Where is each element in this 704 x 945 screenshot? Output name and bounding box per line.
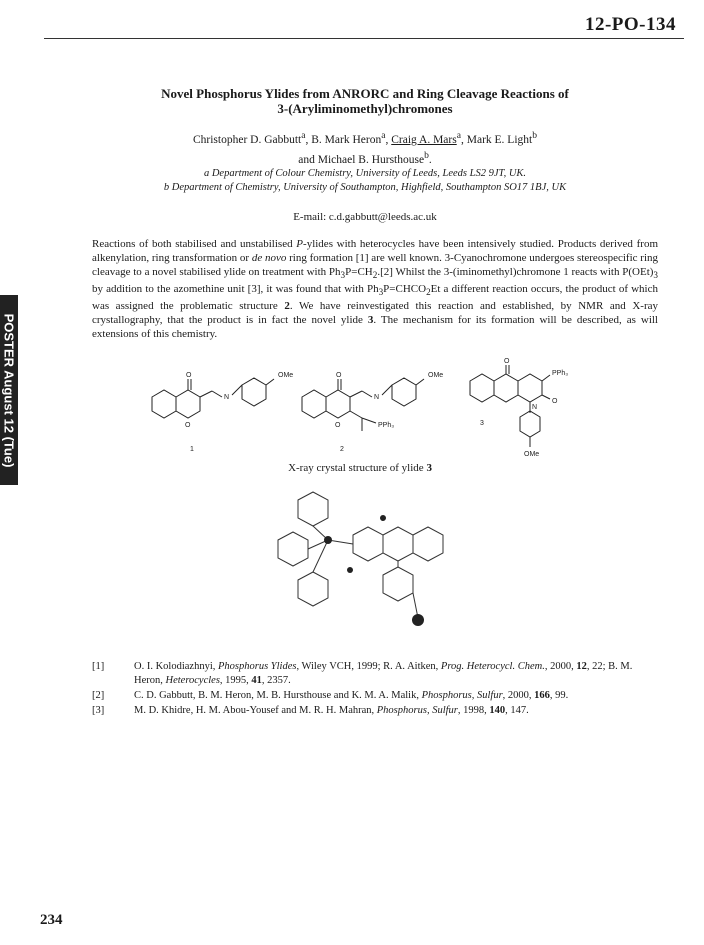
abstract-text: by addition to the azomethine unit [3], it was found that with Ph <box>92 283 379 296</box>
abstract-bold: 3 <box>367 314 374 327</box>
structure-1-ring-o: O <box>185 422 191 429</box>
abstract-text: Reactions of both stabilised and unstabilised <box>92 238 297 250</box>
reference-3: [3] M. D. Khidre, H. M. Abou-Yousef and M. R. H. Mahran, Phosphorus, Sulfur, 1998, 140, 147. <box>92 705 529 716</box>
author-3-affil: a <box>456 130 461 141</box>
structure-2-carbonyl-o: O <box>336 372 342 379</box>
structure-1-carbonyl-o: O <box>186 372 192 379</box>
reference-2: [2] C. D. Gabbutt, B. M. Heron, M. B. Hursthouse and K. M. A. Malik, Phosphorus, Sulfur, 2000, 166, 99. <box>92 690 569 701</box>
title-line-2: 3-(Aryliminomethyl)chromones <box>277 101 453 116</box>
reference-1: [1] O. I. Kolodiazhnyi, Phosphorus Ylides, Wiley VCH, 1999; R. A. Aitken, Prog. Heterocycl. Chem., 2000, 12, 22; B. M. Heron, Heterocycles, 1995, 41, 2357. <box>92 661 633 686</box>
structure-2-label: 2 <box>340 446 344 453</box>
abstract-text: P=CH <box>345 266 373 278</box>
author-list: Christopher D. Gabbutt$^a$, B. Mark Heron$^a$, Craig A. Mars$^a$, Mark E. Light$^b$ and Michael B. Hursthouse$^b$. <box>192 130 538 166</box>
structure-3-n: N <box>532 404 538 411</box>
author-2-affil: a <box>381 130 386 141</box>
subscript: 2 <box>426 287 431 298</box>
author-1: Christopher D. Gabbutt <box>192 133 302 146</box>
author-3-presenting: Craig A. Mars <box>391 133 457 146</box>
title-line-1: Novel Phosphorus Ylides from ANRORC and Ring Cleavage Reactions of <box>161 86 569 101</box>
abstract-text: -ylides with heterocycles have been intensively studied. Products derived from alkenylation, ring transformation or <box>92 238 658 264</box>
abstract-italic: P <box>296 238 304 250</box>
author-5-affil: b <box>424 149 429 161</box>
paper-title <box>80 86 650 116</box>
xray-caption-text: X-ray crystal structure of ylide <box>288 462 427 474</box>
abstract-text: Et a different reaction occurs, the product of which was assigned the problematic structure <box>92 283 659 313</box>
structure-2-pph3: PPh₃ <box>378 422 395 429</box>
header-rule <box>44 38 684 39</box>
abstract-text: P=CHCO <box>383 283 427 296</box>
structure-2-ome-label: OMe <box>428 372 444 379</box>
abstract-text: ring formation [1] are well known. 3-Cyanochromone undergoes stereospecific ring cleavage to a novel stabilised ylide on treatment with Ph <box>92 252 659 278</box>
subscript: 2 <box>372 270 378 281</box>
subscript: 3 <box>340 270 346 281</box>
xray-caption-bold: 3 <box>426 462 432 474</box>
subscript: 3 <box>378 287 384 298</box>
affiliation-b: b Department of Chemistry, University of Southampton, Highfield, Southampton SO17 1BJ, UK <box>163 182 567 193</box>
structure-3-ome-label: OMe <box>524 451 540 458</box>
contact-email: E-mail: c.d.gabbutt@leeds.ac.uk <box>293 211 437 223</box>
abstract <box>92 237 658 341</box>
abstract-italic: de novo <box>251 252 287 264</box>
author-4: Mark E. Light <box>466 133 533 146</box>
reference-number: [2] <box>92 690 105 701</box>
structure-3-label: 3 <box>480 420 484 427</box>
abstract-text: . The mechanism for its formation will be described, as will extensions of this chemistry. <box>92 314 658 341</box>
structure-1 <box>152 378 274 418</box>
affiliation-a: a Department of Colour Chemistry, University of Leeds, Leeds LS2 9JT, UK. <box>203 168 527 179</box>
xray-caption <box>160 462 560 474</box>
side-tab-label: POSTER August 12 (Tue) <box>1 313 17 467</box>
author-2: B. Mark Heron <box>311 133 382 146</box>
structure-2-n: N <box>374 394 380 401</box>
structure-3-pph3: PPh₃ <box>552 370 569 377</box>
abstract-text: .[2] Whilst the 3-(iminomethyl)chromone 1 reacts with P(OEt) <box>377 266 654 278</box>
author-5: Michael B. Hursthouse <box>317 153 425 166</box>
xray-structure-image <box>258 480 478 640</box>
reference-number: [3] <box>92 705 105 716</box>
author-4-affil: b <box>532 130 538 141</box>
structure-2-ring-o: O <box>335 422 341 429</box>
structure-2 <box>302 378 424 431</box>
structure-3 <box>470 365 550 447</box>
paper-code: 12-PO-134 <box>584 14 676 35</box>
abstract-bold: 2 <box>284 300 290 313</box>
references <box>92 660 658 719</box>
author-1-affil: a <box>301 130 306 141</box>
structure-3-o: O <box>552 398 558 405</box>
structure-3-carbonyl-o: O <box>504 358 510 365</box>
abstract-text: . We have reinvestigated this reaction and established, by NMR and X-ray crystallography, that the product is in fact the novel ylide <box>92 300 658 327</box>
structure-1-n: N <box>224 394 230 401</box>
chemical-structures-figure <box>140 355 590 465</box>
structure-1-ome-label: OMe <box>278 372 294 379</box>
affiliations <box>80 167 650 195</box>
side-tab <box>0 295 18 485</box>
reference-number: [1] <box>92 661 105 672</box>
page-number: 234 <box>40 912 63 928</box>
structure-1-label: 1 <box>190 446 194 453</box>
subscript: 3 <box>653 270 658 281</box>
